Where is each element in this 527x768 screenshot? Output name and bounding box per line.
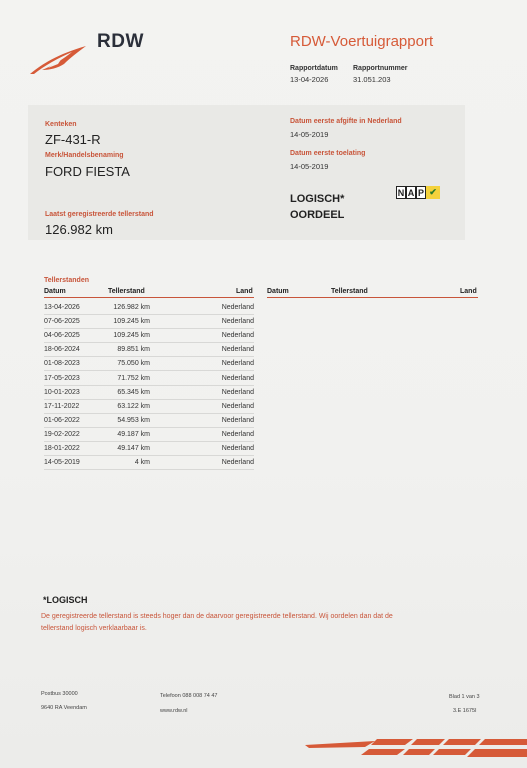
footer-address2: 9640 RA Veendam — [41, 705, 87, 711]
col-country-header: Land — [236, 288, 253, 295]
rdw-feather-logo-icon — [28, 42, 90, 76]
col-country-header-right: Land — [460, 288, 477, 295]
row-country: Nederland — [221, 332, 254, 340]
note-title: *LOGISCH — [43, 595, 88, 605]
row-odometer: 109.245 km — [113, 332, 150, 340]
rdw-stripes-decoration-icon — [305, 737, 527, 759]
first-issue-nl-label: Datum eerste afgifte in Nederland — [290, 118, 402, 125]
row-country: Nederland — [221, 459, 254, 467]
footer-address1: Postbus 30000 — [41, 691, 78, 697]
row-country: Nederland — [221, 445, 254, 452]
row-country: Nederland — [221, 346, 254, 354]
logo-text: RDW — [97, 31, 144, 52]
row-date: 17-11-2022 — [44, 402, 80, 410]
row-country: Nederland — [221, 388, 254, 396]
row-odometer: 49.187 km — [117, 430, 150, 438]
footer-phone: Telefoon 088 008 74 47 — [160, 693, 218, 699]
row-country: Nederland — [221, 360, 254, 368]
plate-label: Kenteken — [45, 121, 77, 128]
verdict — [290, 191, 344, 223]
nap-letter: A — [407, 188, 415, 198]
report-date-label: Rapportdatum — [290, 65, 338, 72]
first-issue-nl-value: 14-05-2019 — [290, 130, 329, 139]
row-country: Nederland — [221, 430, 254, 438]
row-date: 18-01-2022 — [44, 445, 80, 452]
table-row — [44, 315, 254, 329]
table-row — [44, 428, 254, 442]
footer-web: www.rdw.nl — [160, 708, 188, 714]
report-title: RDW-Voertuigrapport — [290, 33, 434, 50]
row-odometer: 49.147 km — [117, 445, 150, 452]
table-row — [44, 357, 254, 371]
header-rule-left — [44, 297, 254, 298]
table-row — [44, 301, 254, 315]
table-row — [44, 442, 254, 456]
row-odometer: 54.953 km — [117, 416, 150, 424]
row-country: Nederland — [221, 304, 254, 311]
footer-code: 3.E 1675I — [453, 708, 477, 714]
odometer-label: Laatst geregistreerde tellerstand — [45, 211, 154, 218]
note-line2: tellerstand logisch verklaarbaar is. — [41, 625, 147, 632]
row-date: 18-06-2024 — [44, 346, 80, 354]
row-date: 04-06-2025 — [44, 332, 80, 340]
row-date: 17-05-2023 — [44, 374, 80, 382]
row-date: 19-02-2022 — [44, 430, 80, 438]
footer-page: Blad 1 van 3 — [449, 694, 480, 700]
row-odometer: 109.245 km — [113, 318, 150, 326]
col-date-header-right: Datum — [267, 288, 289, 295]
report-number: 31.051.203 — [353, 75, 391, 84]
table-row — [44, 329, 254, 343]
row-country: Nederland — [221, 374, 254, 382]
note-line1: De geregistreerde tellerstand is steeds hoger dan de daarvoor geregistreerde tellerstand. Wij oordelen dan dat de — [41, 613, 393, 620]
nap-badge — [396, 186, 440, 199]
table-row — [44, 400, 254, 414]
row-odometer: 126.982 km — [113, 304, 150, 311]
report-number-label: Rapportnummer — [353, 65, 408, 72]
header-rule-right — [267, 297, 478, 298]
row-odometer: 71.752 km — [117, 374, 150, 382]
row-date: 01-08-2023 — [44, 360, 80, 368]
table-row — [44, 456, 254, 470]
nap-letter: N — [397, 188, 405, 198]
row-odometer: 89.851 km — [117, 346, 150, 354]
readings-title: Tellerstanden — [44, 277, 89, 284]
row-country: Nederland — [221, 416, 254, 424]
row-date: 13-04-2026 — [44, 304, 80, 311]
nap-check-icon: ✔ — [426, 186, 440, 199]
odometer-value: 126.982 km — [45, 222, 113, 237]
row-odometer: 63.122 km — [117, 402, 150, 410]
row-country: Nederland — [221, 402, 254, 410]
table-row — [44, 372, 254, 386]
row-country: Nederland — [221, 318, 254, 326]
row-date: 01-06-2022 — [44, 416, 80, 424]
row-odometer: 75.050 km — [117, 360, 150, 368]
row-divider — [44, 469, 254, 470]
table-row — [44, 386, 254, 400]
brand-value: FORD FIESTA — [45, 164, 130, 179]
verdict-line2: OORDEEL — [290, 209, 345, 221]
first-admission-label: Datum eerste toelating — [290, 150, 366, 157]
row-odometer: 65.345 km — [117, 388, 150, 396]
note-text — [41, 611, 481, 635]
row-odometer: 4 km — [134, 459, 150, 467]
col-odometer-header: Tellerstand — [108, 288, 145, 295]
table-row — [44, 343, 254, 357]
brand-label: Merk/Handelsbenaming — [45, 152, 124, 159]
row-date: 10-01-2023 — [44, 388, 80, 396]
nap-letter: P — [417, 188, 424, 198]
row-date: 14-05-2019 — [44, 459, 80, 467]
col-odometer-header-right: Tellerstand — [331, 288, 368, 295]
verdict-line1: LOGISCH* — [290, 193, 345, 205]
first-admission-value: 14-05-2019 — [290, 162, 329, 171]
row-date: 07-06-2025 — [44, 318, 80, 326]
table-row — [44, 414, 254, 428]
plate-value: ZF-431-R — [45, 132, 101, 147]
col-date-header: Datum — [44, 288, 66, 295]
report-date: 13-04-2026 — [290, 75, 329, 84]
